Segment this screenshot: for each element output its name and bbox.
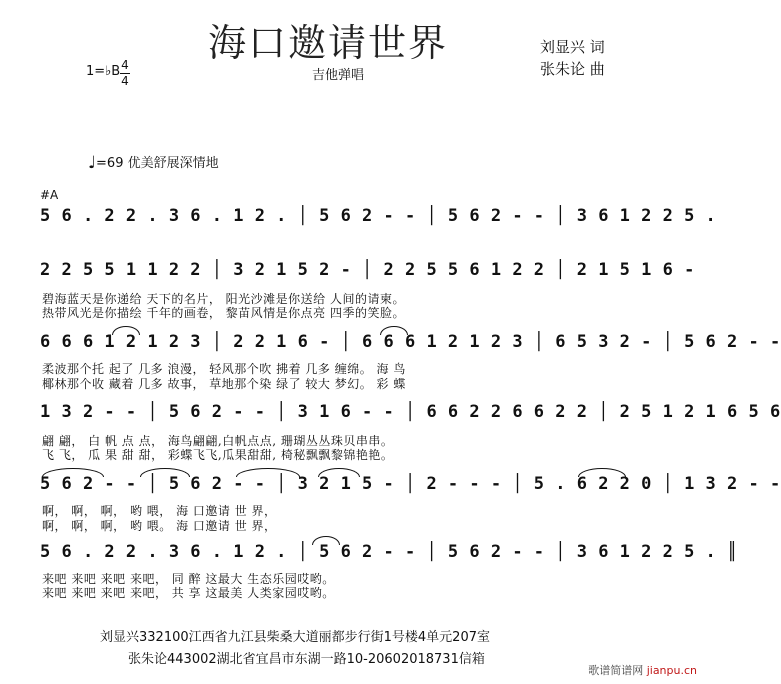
tempo-marking bbox=[88, 152, 219, 173]
footer-address-2: 张朱论443002湖北省宜昌市东湖一路10-20602018731信箱 bbox=[128, 652, 485, 667]
tempo-text: =69 优美舒展深情地 bbox=[96, 156, 219, 171]
time-bottom: 4 bbox=[121, 74, 129, 88]
lyrics-verse-1: 碧海蓝天是你递给 天下的名片， 阳光沙滩是你送给 人间的请柬。 bbox=[42, 292, 405, 306]
song-title: 海口邀请世界 bbox=[208, 21, 449, 65]
lyrics-verse-2: 啊， 啊， 啊， 哟 喂。 海 口邀请 世 界， bbox=[42, 519, 277, 533]
lyrics-verse-1: 翩 翩， 白 帆 点 点， 海鸟翩翩,白帆点点, 珊瑚丛丛珠贝串串。 bbox=[42, 434, 394, 448]
time-signature bbox=[120, 58, 130, 89]
notes-line: 5 6 . 2 2 . 3 6 . 1 2 . │ 5 6 2 - - │ 5 6 2 - - │ 3 6 1 2 2 5 . bbox=[40, 206, 717, 226]
composer-credit: 张朱论 曲 bbox=[540, 60, 605, 78]
lyrics-verse-1: 啊， 啊， 啊， 哟 喂， 海 口邀请 世 界， bbox=[42, 504, 277, 518]
notes-line: 5 6 2 - - │ 5 6 2 - - │ 3 2 1 5 - │ 2 - - - │ 5 . 6 2 2 0 │ 1 3 2 - - bbox=[40, 474, 781, 494]
lyrics-verse-2: 椰林那个收 藏着 几多 故事， 草地那个染 绿了 较大 梦幻。 彩 蝶 bbox=[42, 377, 406, 391]
quarter-note-icon: ♩ bbox=[88, 153, 97, 173]
watermark-domain: jianpu.cn bbox=[646, 664, 697, 677]
score-row bbox=[40, 474, 781, 500]
notes-line: 1 3 2 - - │ 5 6 2 - - │ 3 1 6 - - │ 6 6 2 2 6 6 2 2 │ 2 5 1 2 1 6 5 6 bbox=[40, 402, 781, 422]
lyrics-verse-2: 来吧 来吧 来吧 来吧， 共 享 这最美 人类家园哎哟。 bbox=[42, 586, 335, 600]
song-subtitle: 吉他弹唱 bbox=[312, 68, 365, 83]
notes-line: 2 2 5 5 1 1 2 2 │ 3 2 1 5 2 - │ 2 2 5 5 6 1 2 2 │ 2 1 5 1 6 - bbox=[40, 260, 695, 280]
chord-mark: #A bbox=[40, 188, 59, 202]
notes-line: 6 6 6 1 2 1 2 3 │ 2 2 1 6 - │ 6 6 6 1 2 1 2 3 │ 6 5 3 2 - │ 5 6 2 - - bbox=[40, 332, 781, 352]
lyrics-verse-1: 柔波那个托 起了 几多 浪漫， 轻风那个吹 拂着 几多 缠绵。 海 鸟 bbox=[42, 362, 406, 376]
lyrics-verse-1: 来吧 来吧 来吧 来吧， 同 醉 这最大 生态乐园哎哟。 bbox=[42, 572, 335, 586]
score-row bbox=[40, 402, 781, 428]
key-signature: 1=♭B bbox=[86, 64, 121, 79]
score-row bbox=[40, 542, 738, 568]
footer-address-1: 刘显兴332100江西省九江县柴桑大道丽都步行街1号楼4单元207室 bbox=[100, 630, 490, 645]
lyrics-verse-2: 飞 飞， 瓜 果 甜 甜， 彩蝶飞飞,瓜果甜甜, 椅秘飘飘黎锦艳艳。 bbox=[42, 448, 394, 462]
score-row bbox=[40, 260, 695, 286]
watermark-text: 歌谱简谱网 bbox=[588, 664, 644, 677]
notes-line: 5 6 . 2 2 . 3 6 . 1 2 . │ 5 6 2 - - │ 5 6 2 - - │ 3 6 1 2 2 5 . ║ bbox=[40, 542, 738, 562]
score-row bbox=[40, 206, 717, 232]
lyricist-credit: 刘显兴 词 bbox=[540, 38, 605, 56]
time-top: 4 bbox=[121, 58, 129, 72]
lyrics-verse-2: 热带风光是你描绘 千年的画卷， 黎苗风情是你点亮 四季的笑脸。 bbox=[42, 306, 405, 320]
site-watermark bbox=[588, 662, 697, 678]
score-row bbox=[40, 332, 781, 358]
